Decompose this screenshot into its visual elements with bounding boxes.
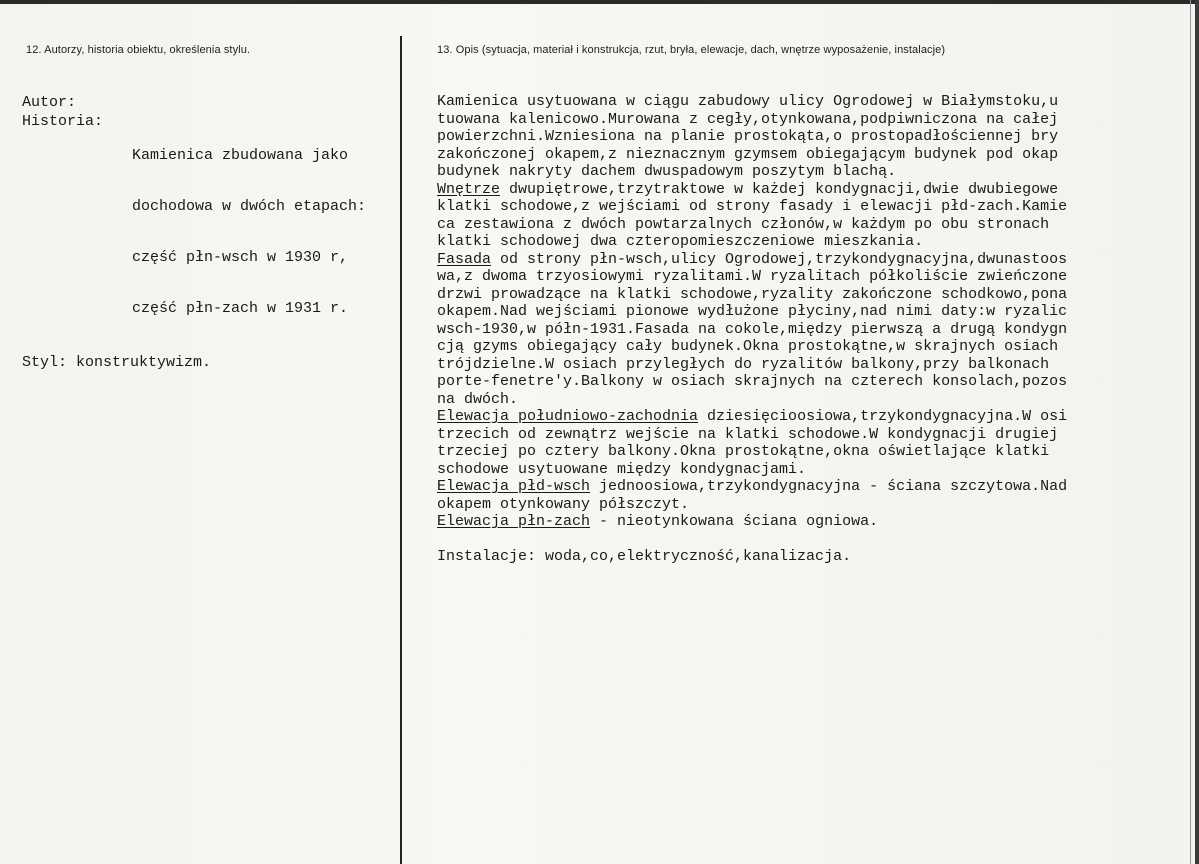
text-line: zakończonej okapem,z nieznacznym gzymsem obiegającym budynek pod okap — [437, 145, 1059, 163]
historia-label: Historia: — [22, 113, 104, 130]
text-span: jednoosiowa,trzykondygnacyjna - ściana szczytowa.Nad — [590, 478, 1068, 495]
fasada-label: Fasada — [437, 250, 492, 268]
text-line: Kamienica usytuowana w ciągu zabudowy ulicy Ogrodowej w Białymstoku,u — [437, 93, 1059, 110]
text-line: trójdzielne.W osiach przyległych do ryzalitów balkony,przy balkonach — [437, 355, 1050, 373]
text-line: klatki schodowe,z wejściami od strony fasady i elewacji płd-zach.Kamie — [437, 198, 1068, 215]
text-line: tuowana kalenicowo.Murowana z cegły,otynkowana,podpiwniczona na całej — [437, 110, 1059, 128]
text-line: wa,z dwoma trzyosiowymi ryzalitami.W ryzalitach półkoliście zwieńczone — [437, 268, 1068, 285]
text-line: klatki schodowej dwa czteropomieszczeniowe mieszkania. — [437, 233, 924, 250]
autor-row — [22, 94, 397, 111]
text-line: cją gzyms obiegający cały budynek.Okna prostokątne,w skrajnych osiach — [437, 338, 1059, 355]
elewacja-pd-zach-label: Elewacja południowo-zachodnia — [437, 408, 699, 425]
text-line: porte-fenetre'y.Balkony w osiach skrajnych na czterech konsolach,pozos — [437, 373, 1068, 390]
styl-row — [22, 354, 397, 371]
text-line: budynek nakryty dachem dwuspadowym poszytym blachą. — [437, 163, 897, 180]
blank-line — [437, 531, 1197, 549]
text-line: schodowe usytuowane między kondygnacjami. — [437, 460, 807, 478]
historia-line: część płn-zach w 1931 r. — [132, 300, 349, 317]
text-line: ca zestawiona z dwóch powtarzalnych członów,w każdym po obu stronach — [437, 215, 1050, 233]
elewacja-pld-wsch-label: Elewacja płd-wsch — [437, 478, 591, 495]
text-line: na dwóch. — [437, 390, 519, 408]
historia-line: dochodowa w dwóch etapach: — [132, 198, 367, 215]
text-line: trzecich od zewnątrz wejście na klatki schodowe.W kondygnacji drugiej — [437, 425, 1059, 443]
wnetrze-label: Wnętrze — [437, 180, 501, 198]
text-span: od strony płn-wsch,ulicy Ogrodowej,trzykondygnacyjna,dwunastoos — [491, 250, 1068, 268]
elewacja-pd-zach-heading-line — [437, 408, 1197, 426]
historia-line: Kamienica zbudowana jako — [132, 147, 349, 164]
column-divider — [400, 36, 402, 864]
historia-text — [132, 113, 366, 351]
text-line: wsch-1930,w półn-1931.Fasada na cokole,między pierwszą a drugą kondygn — [437, 320, 1068, 338]
description-section — [437, 93, 1197, 566]
text-line: powierzchni.Wzniesiona na planie prostokąta,o prostopadłościennej bry — [437, 128, 1059, 145]
authors-history-section — [22, 94, 397, 371]
elewacja-pld-wsch-heading-line — [437, 478, 1197, 496]
text-span: - nieotynkowana ściana ogniowa. — [590, 513, 879, 530]
historia-line: część płn-wsch w 1930 r, — [132, 249, 349, 266]
text-line: okapem.Nad wejściami pionowe wydłużone płyciny,nad nimi daty:w ryzalic — [437, 303, 1068, 320]
top-edge — [0, 0, 1199, 4]
text-line: drzwi prowadzące na klatki schodowe,ryzality zakończone schodkowo,pona — [437, 285, 1068, 303]
elewacja-pln-zach-label: Elewacja płn-zach — [437, 513, 591, 530]
styl-value: konstruktywizm. — [76, 354, 212, 371]
wnetrze-heading-line — [437, 181, 1197, 199]
text-line: okapem otynkowany półszczyt. — [437, 495, 690, 513]
text-line: trzeciej po cztery balkony.Okna prostokątne,okna oświetlające klatki — [437, 443, 1050, 460]
text-span: dziesięcioosiowa,trzykondygnacyjna.W osi — [698, 408, 1068, 425]
section-13-header: 13. Opis (sytuacja, materiał i konstrukcja, rzut, bryła, elewacje, dach, wnętrze wyposażenie, instalacje) — [437, 44, 946, 56]
historia-row — [22, 113, 397, 351]
elewacja-pln-zach-heading-line — [437, 513, 1197, 531]
instalacje-line: Instalacje: woda,co,elektryczność,kanalizacja. — [437, 548, 852, 565]
fasada-heading-line — [437, 251, 1197, 269]
text-span: dwupiętrowe,trzytraktowe w każdej kondygnacji,dwie dwubiegowe — [500, 180, 1059, 198]
autor-label: Autor: — [22, 94, 77, 111]
section-12-header: 12. Autorzy, historia obiektu, określenia stylu. — [26, 44, 251, 56]
styl-label: Styl: — [22, 354, 68, 371]
